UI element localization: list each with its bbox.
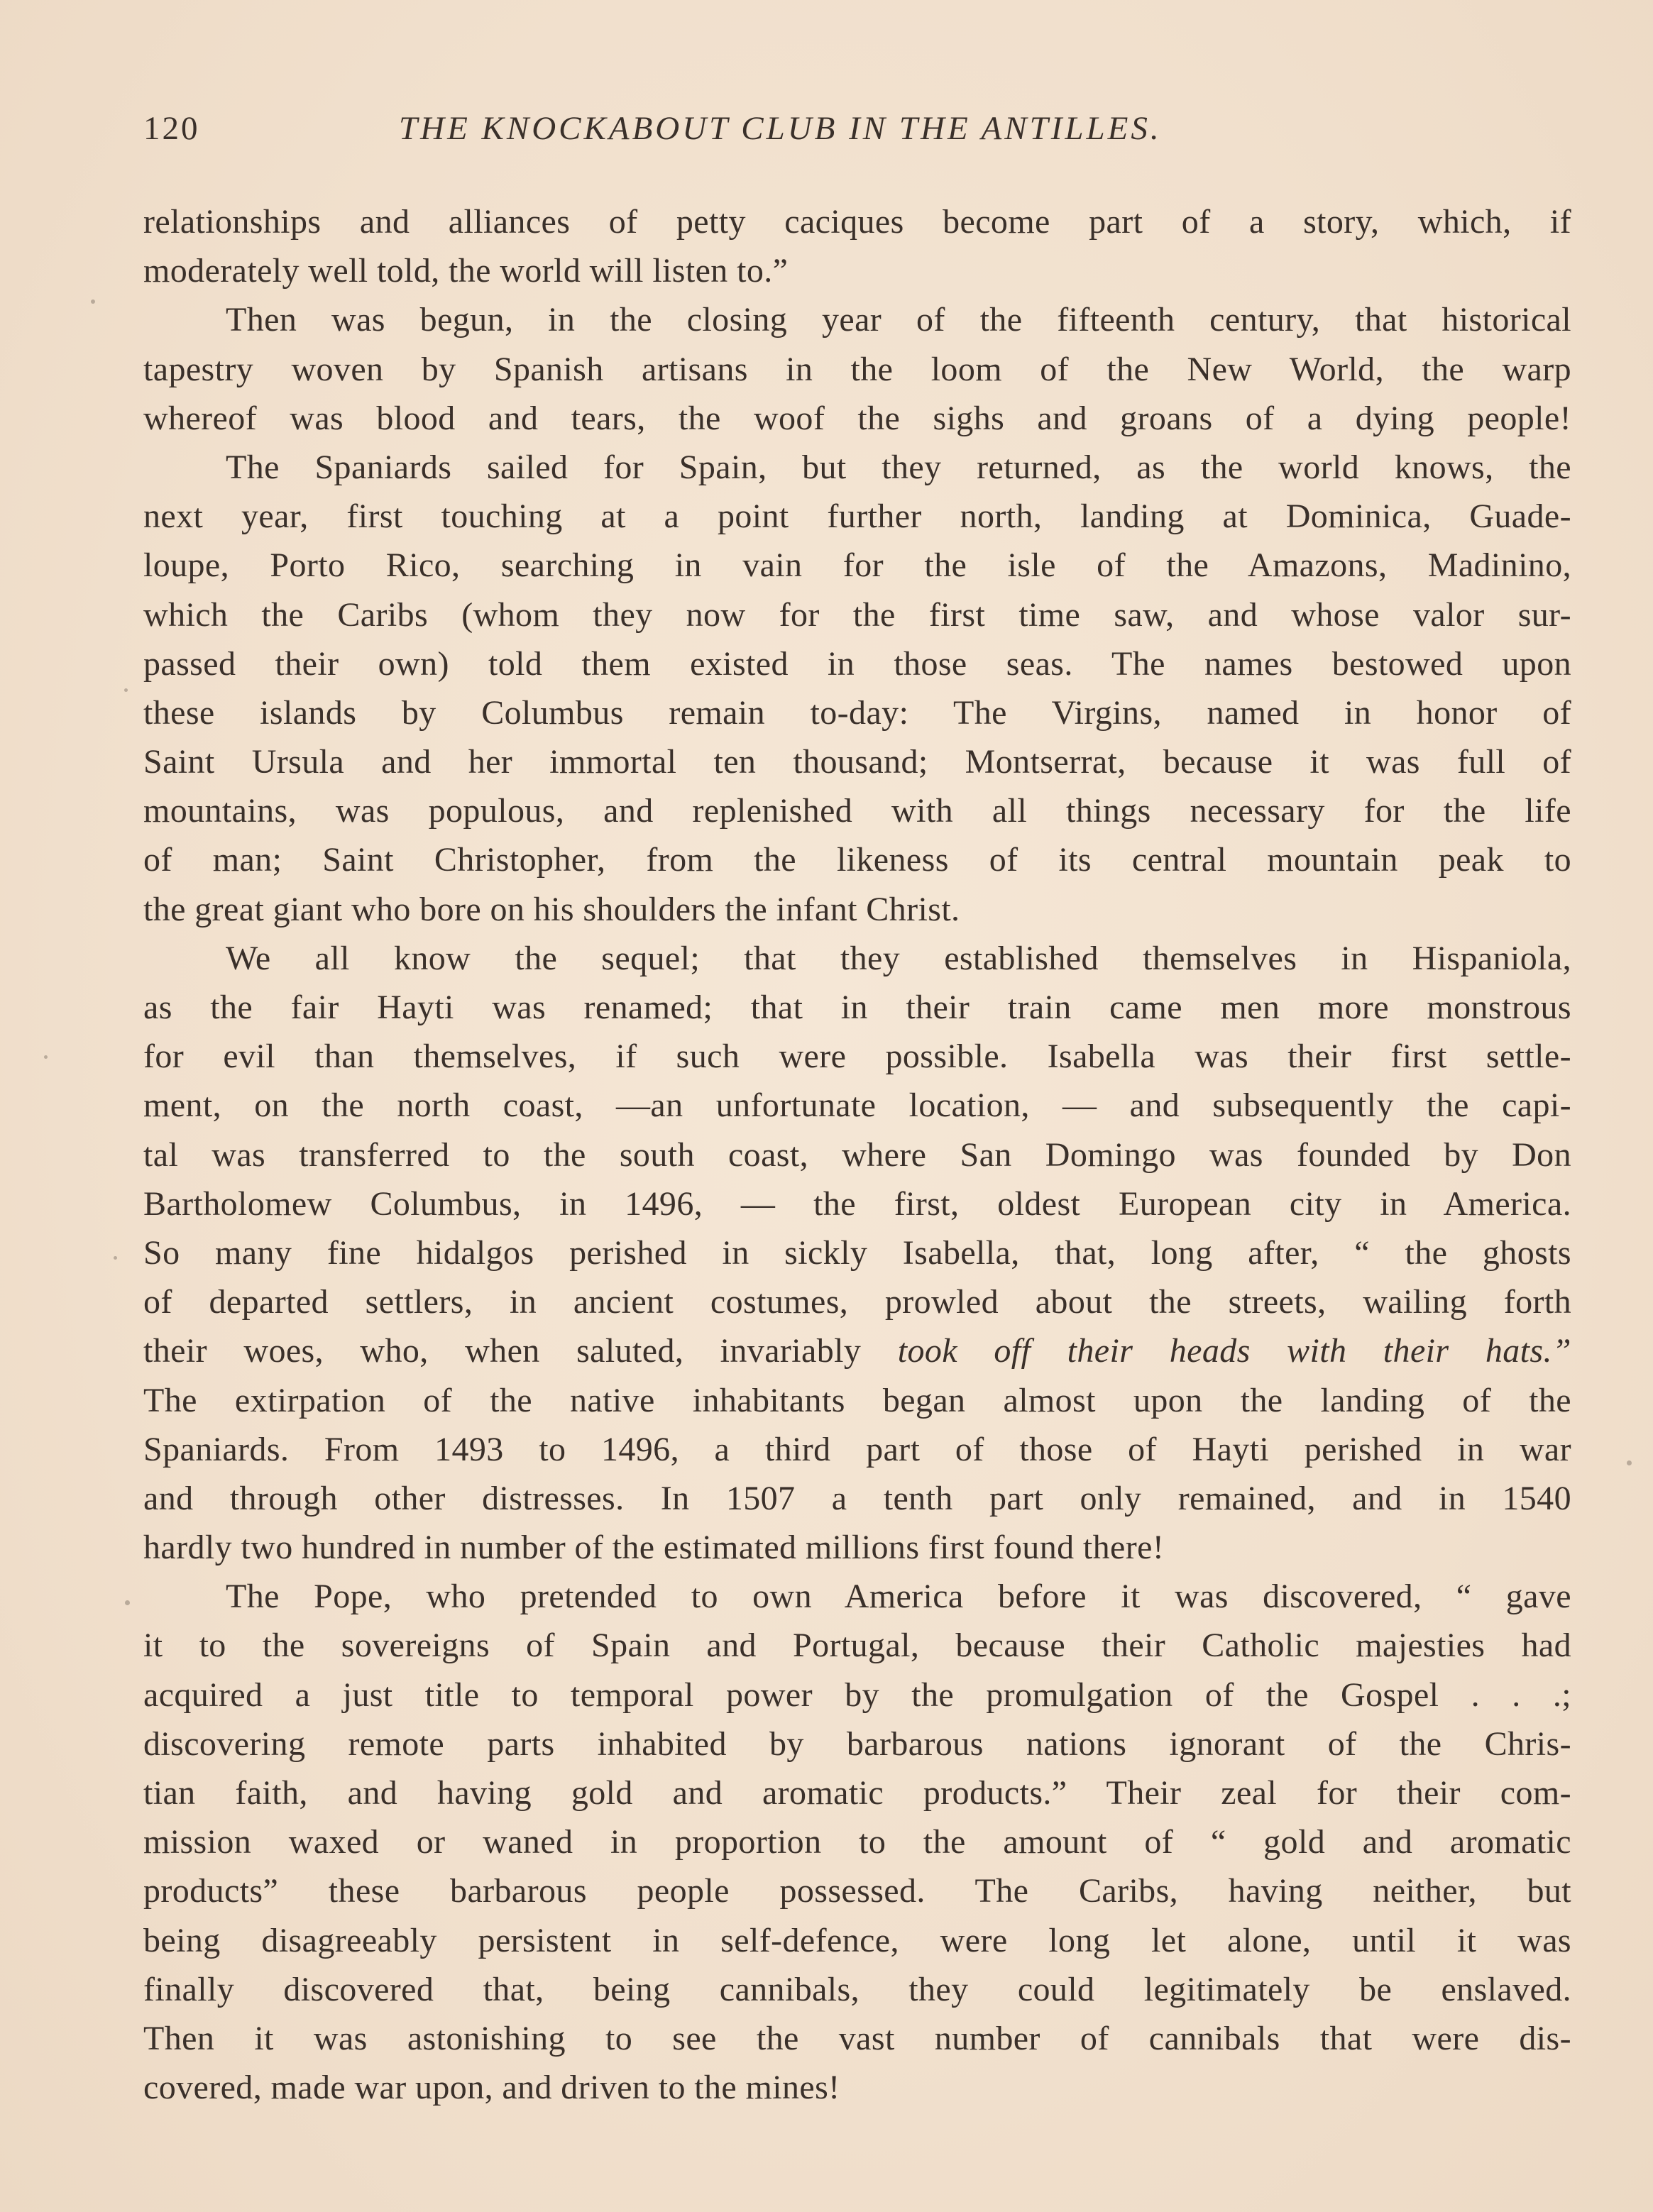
text-line: the great giant who bore on his shoulders the infant Christ. — [143, 890, 960, 928]
text-line: mountains, was populous, and replenished with all things necessary for the life — [143, 792, 1571, 830]
text-line: acquired a just title to temporal power by the promulgation of the Gospel . . .; — [143, 1675, 1571, 1714]
text-line — [143, 1326, 1571, 1375]
text-line: it to the sovereigns of Spain and Portugal, because their Catholic majesties had — [143, 1627, 1571, 1665]
text-line: these islands by Columbus remain to-day: The Virgins, named in honor of — [143, 693, 1571, 732]
text-line: moderately well told, the world will listen to.” — [143, 252, 789, 290]
text-line: ment, on the north coast, —an unfortunate location, — and subsequently the capi- — [143, 1086, 1571, 1125]
text-line: So many fine hidalgos perished in sickly Isabella, that, long after, “ the ghosts — [143, 1233, 1571, 1272]
paragraph-first-line: The Spaniards sailed for Spain, but they returned, as the world knows, the — [226, 448, 1571, 486]
text-line: tian faith, and having gold and aromatic products.” Their zeal for their com- — [143, 1774, 1571, 1812]
text-line: which the Caribs (whom they now for the first time saw, and whose valor sur- — [143, 595, 1571, 634]
text-line: tal was transferred to the south coast, where San Domingo was founded by Don — [143, 1135, 1571, 1174]
text-line: loupe, Porto Rico, searching in vain for the isle of the Amazons, Madinino, — [143, 546, 1571, 585]
text-line: of man; Saint Christopher, from the likeness of its central mountain peak to — [143, 841, 1571, 879]
text-line: covered, made war upon, and driven to the mines! — [143, 2069, 840, 2107]
text-line: Bartholomew Columbus, in 1496, — the first, oldest European city in America. — [143, 1184, 1571, 1223]
text-line: for evil than themselves, if such were possible. Isabella was their first settle- — [143, 1038, 1571, 1076]
text-line: Spaniards. From 1493 to 1496, a third part of those of Hayti perished in war — [143, 1430, 1571, 1468]
italic-quote: took off their heads with their hats.” — [897, 1332, 1571, 1370]
text-line: mission waxed or waned in proportion to the amount of “ gold and aromatic — [143, 1823, 1571, 1861]
text-run: their woes, who, when saluted, invariably — [143, 1332, 862, 1370]
text-line: being disagreeably persistent in self-defence, were long let alone, until it was — [143, 1921, 1571, 1959]
paragraph-first-line: The Pope, who pretended to own America before it was discovered, “ gave — [226, 1578, 1571, 1616]
text-line: relationships and alliances of petty caciques become part of a story, which, if — [143, 203, 1571, 241]
text-line: discovering remote parts inhabited by barbarous nations ignorant of the Chris- — [143, 1724, 1571, 1763]
text-line: next year, first touching at a point further north, landing at Dominica, Guade- — [143, 497, 1571, 536]
paper-speck — [1627, 1460, 1632, 1465]
text-line: as the fair Hayti was renamed; that in their train came men more monstrous — [143, 989, 1571, 1026]
text-line: The extirpation of the native inhabitants began almost upon the landing of the — [143, 1381, 1571, 1419]
paper-speck — [124, 688, 128, 692]
running-head — [143, 99, 1314, 156]
text-line: of departed settlers, in ancient costumes, prowled about the streets, wailing forth — [143, 1283, 1571, 1321]
text-line: tapestry woven by Spanish artisans in the loom of the New World, the warp — [143, 350, 1571, 388]
text-line: Then it was astonishing to see the vast number of cannibals that were dis- — [143, 2019, 1571, 2057]
paper-speck — [91, 299, 95, 304]
text-line: passed their own) told them existed in those seas. The names bestowed upon — [143, 644, 1571, 683]
page-number: 120 — [143, 110, 200, 147]
text-line: Saint Ursula and her immortal ten thousand; Montserrat, because it was full of — [143, 743, 1571, 781]
text-line: finally discovered that, being cannibals, they could legitimately be enslaved. — [143, 1970, 1571, 2008]
body-text — [143, 197, 1571, 2112]
paragraph-first-line: Then was begun, in the closing year of the fifteenth century, that historical — [226, 301, 1571, 339]
book-title: THE KNOCKABOUT CLUB IN THE ANTILLES. — [399, 110, 1162, 147]
paper-speck — [44, 1055, 48, 1059]
text-line: hardly two hundred in number of the estimated millions first found there! — [143, 1529, 1165, 1567]
text-line: whereof was blood and tears, the woof the sighs and groans of a dying people! — [143, 399, 1571, 437]
text-line: and through other distresses. In 1507 a tenth part only remained, and in 1540 — [143, 1479, 1571, 1517]
text-line: products” these barbarous people possessed. The Caribs, having neither, but — [143, 1872, 1571, 1910]
paper-speck — [125, 1600, 130, 1605]
paper-speck — [114, 1256, 117, 1260]
paragraph-first-line: We all know the sequel; that they established themselves in Hispaniola, — [226, 939, 1571, 977]
